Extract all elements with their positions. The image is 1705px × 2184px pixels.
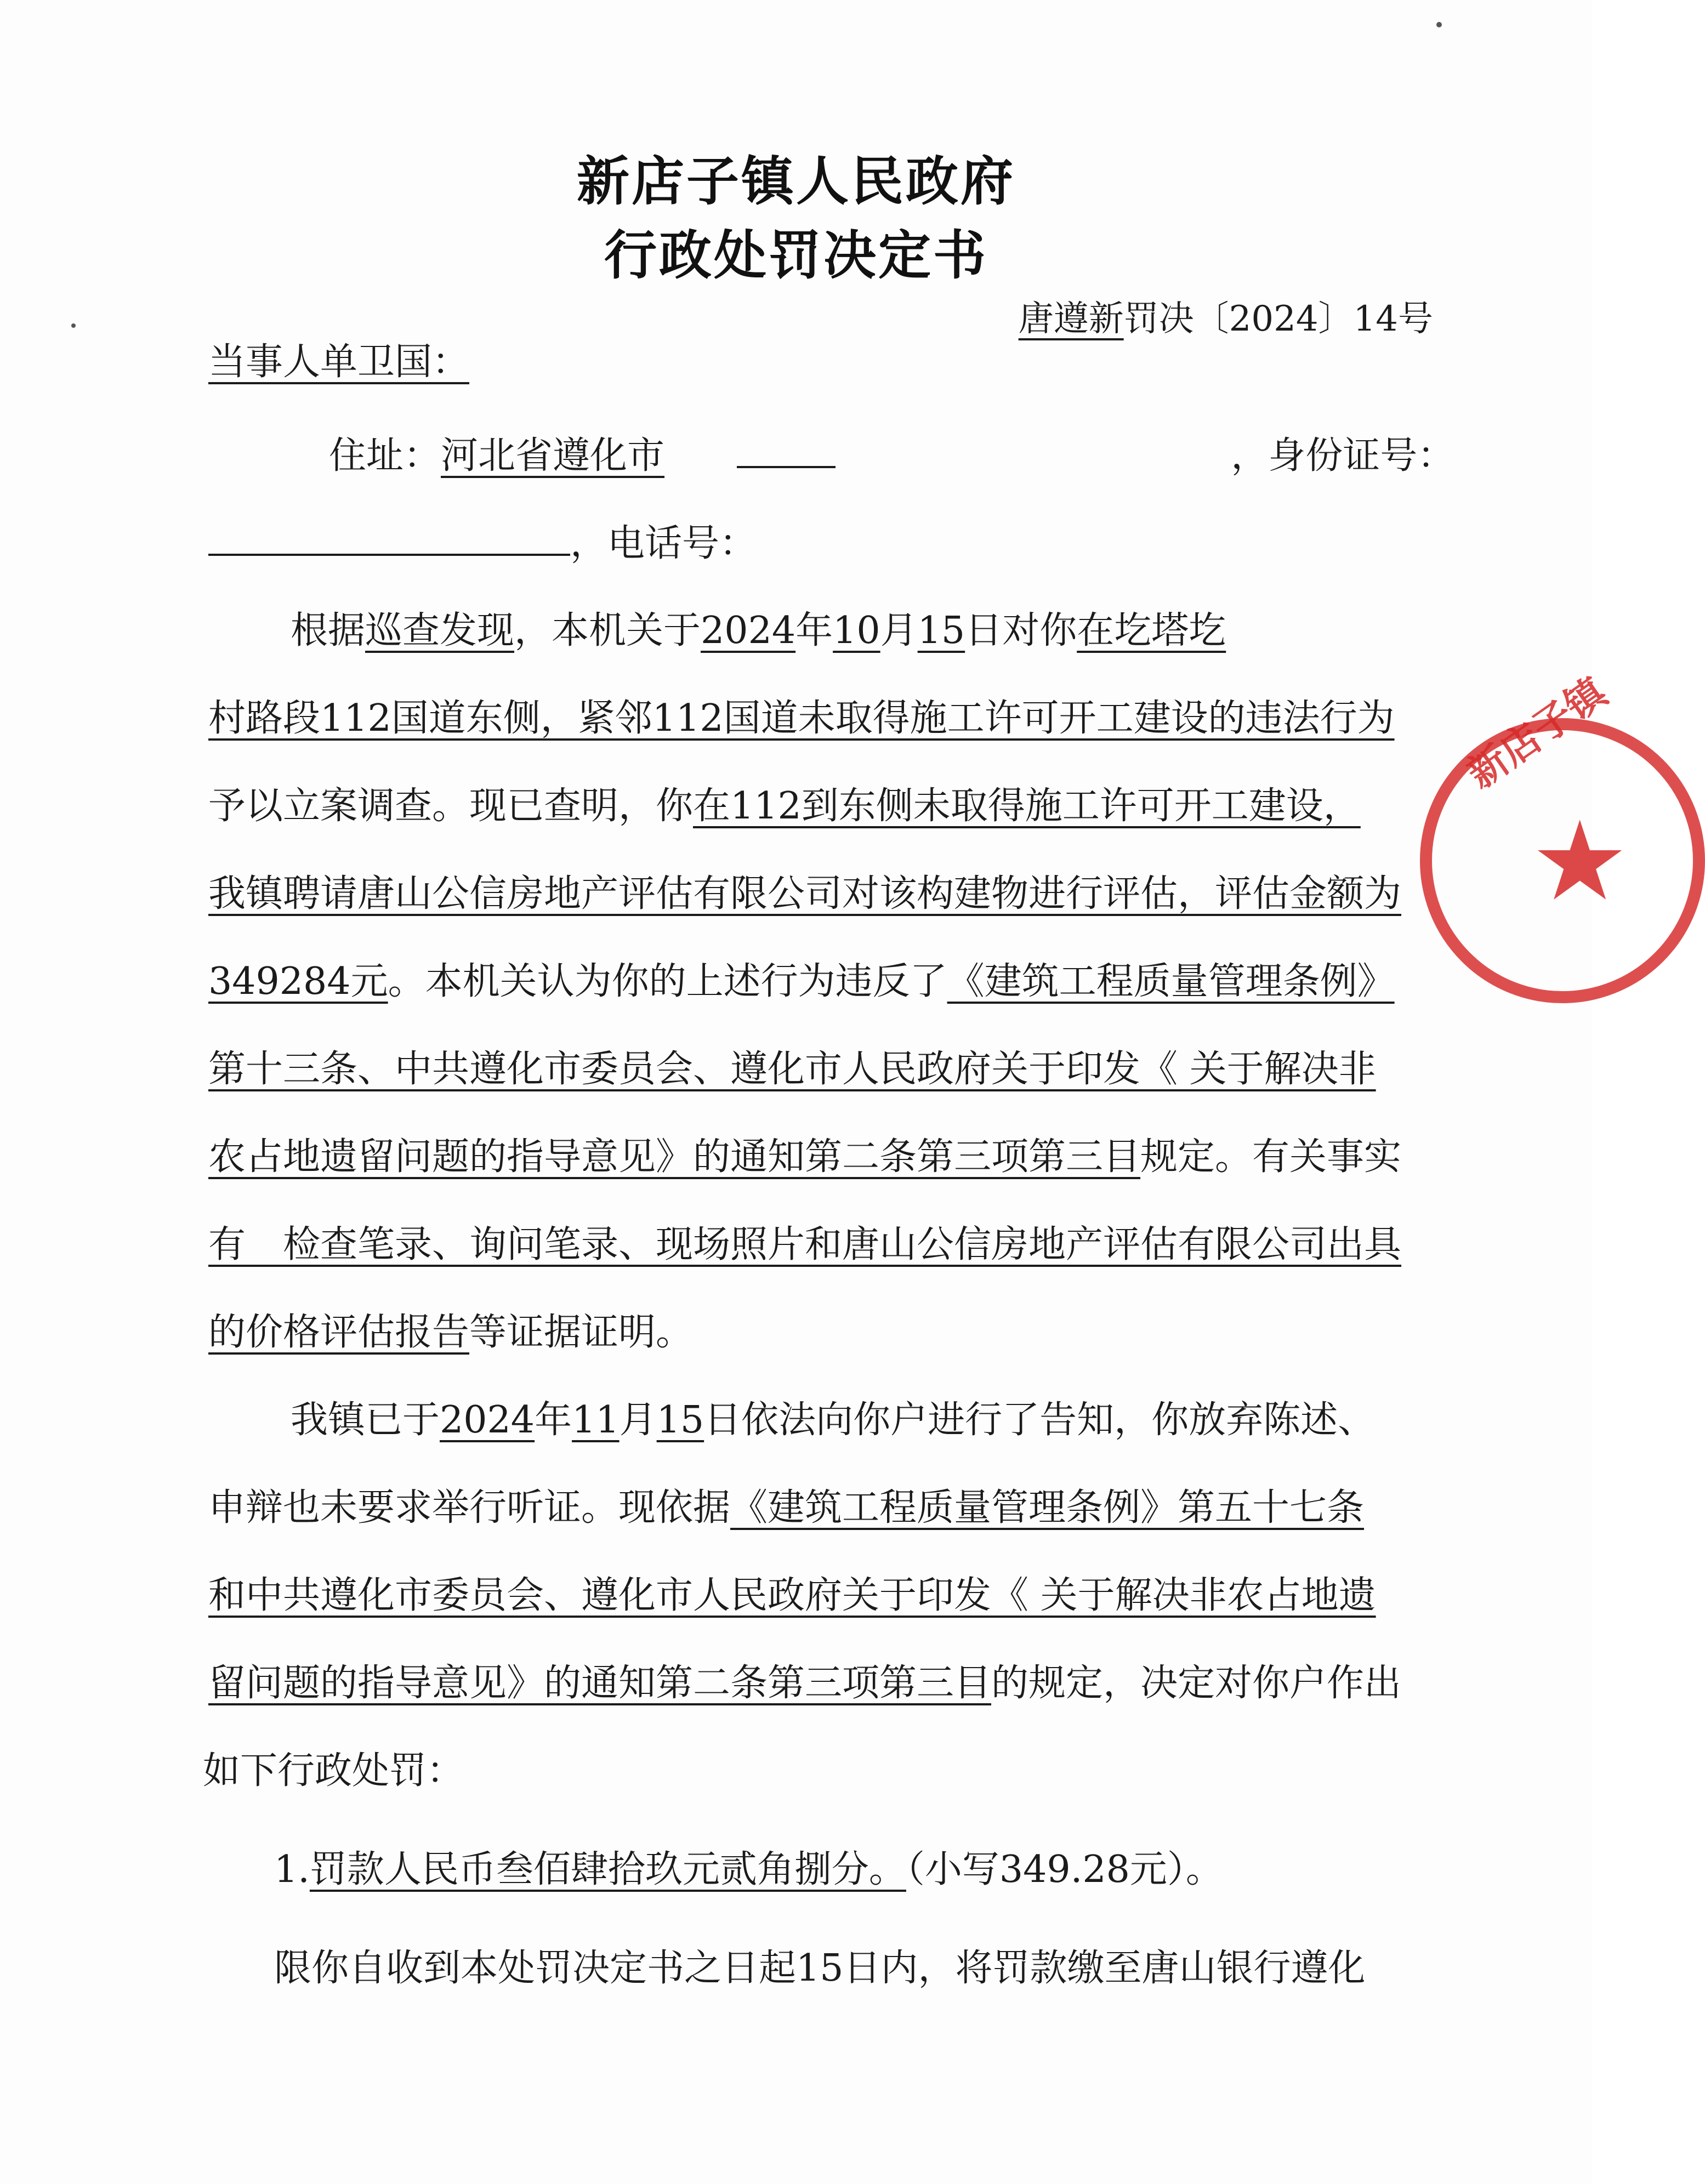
text-segment: 年 xyxy=(795,609,833,652)
scan-speck xyxy=(1436,22,1442,27)
seal-text: 新店子镇 xyxy=(1458,668,1615,797)
text-segment: 予以立案调查。现已查明，你 xyxy=(208,784,694,828)
underlined-segment: 的价格评估报告 xyxy=(208,1311,470,1354)
text-segment: 根据 xyxy=(291,609,366,652)
body-line-8 xyxy=(208,1222,1401,1267)
body-line-14 xyxy=(203,1749,464,1794)
body-line-7 xyxy=(208,1135,1401,1180)
redacted-id-blank xyxy=(208,521,570,556)
title-line-2 xyxy=(0,214,1592,289)
party-line xyxy=(208,340,469,385)
address-value: 河北省遵化市 xyxy=(441,434,665,477)
text-segment: 我镇已于 xyxy=(291,1398,440,1442)
underlined-segment: 在112到东侧未取得施工许可开工建设， xyxy=(693,784,1361,828)
address-line xyxy=(329,433,1454,479)
docnum-org: 唐遵新 xyxy=(1018,299,1124,339)
underlined-segment: 我镇聘请唐山公信房地产评估有限公司对该构建物进行评估，评估金额为 xyxy=(208,872,1402,915)
redacted-address-blank xyxy=(737,433,836,468)
assessed-amount: 349284元 xyxy=(208,960,388,1003)
body-line-13 xyxy=(208,1661,1401,1706)
document-number xyxy=(1019,291,1433,341)
party-name: 当事人单卫国： xyxy=(208,340,470,384)
underlined-segment: 农占地遗留问题的指导意见》的通知第二条第三项第三目 xyxy=(208,1135,1141,1179)
text-segment: 申辩也未要求举行听证。现依据 xyxy=(208,1486,731,1529)
underlined-segment: 《建筑工程质量管理条例》第五十七条 xyxy=(730,1486,1365,1529)
body-line-4 xyxy=(208,872,1401,917)
underlined-segment: 巡查发现 xyxy=(365,609,515,652)
seal-star-icon: ★ xyxy=(1531,798,1629,925)
notice-year: 2024 xyxy=(440,1398,535,1442)
official-seal xyxy=(1420,668,1705,1003)
text-segment: 限你自收到本处罚决定书之日起15日内，将罚款缴至唐山银行遵化 xyxy=(274,1947,1366,1990)
body-line-12 xyxy=(208,1573,1376,1618)
text-segment: 日依法向你户进行了告知，你放弃陈述、 xyxy=(704,1398,1376,1442)
text-segment: 年 xyxy=(535,1398,572,1442)
text-segment: 等证据证明。 xyxy=(469,1311,694,1354)
document-authority-title: 新店子镇人民政府 xyxy=(577,151,1015,212)
penalty-item-1 xyxy=(274,1847,1223,1892)
notice-day: 15 xyxy=(656,1398,704,1442)
text-segment: 月 xyxy=(619,1398,657,1442)
text-segment: ，本机关于 xyxy=(514,609,701,652)
text-segment: 规定。有关事实 xyxy=(1140,1135,1402,1179)
text-segment: 月 xyxy=(880,609,918,652)
document-type-title: 行政处罚决定书 xyxy=(604,225,988,286)
fine-amount-figures: （小写349.28元）。 xyxy=(906,1848,1223,1891)
scan-speck xyxy=(71,323,76,328)
address-label: 住址： xyxy=(329,434,441,477)
underlined-segment: 在圪塔圪 xyxy=(1077,609,1226,652)
id-phone-line xyxy=(208,521,757,566)
case-day: 15 xyxy=(917,609,965,652)
text-segment: 。本机关认为你的上述行为违反了 xyxy=(388,960,947,1003)
case-month: 10 xyxy=(833,609,880,652)
text-segment: 日对你 xyxy=(965,609,1077,652)
body-line-11 xyxy=(208,1486,1364,1531)
body-line-10 xyxy=(291,1398,1375,1443)
body-line-2 xyxy=(208,696,1395,741)
id-label: ，身份证号： xyxy=(1231,434,1455,477)
body-line-3 xyxy=(208,784,1361,829)
fine-amount-words: 罚款人民币叁佰肆拾玖元贰角捌分。 xyxy=(309,1848,906,1891)
phone-label: ，电话号： xyxy=(570,522,757,565)
body-line-1 xyxy=(291,608,1226,653)
underlined-segment: 第十三条、中共遵化市委员会、遵化市人民政府关于印发《 关于解决非 xyxy=(208,1048,1376,1091)
text-segment: 如下行政处罚： xyxy=(203,1749,464,1793)
text-segment: 的规定，决定对你户作出 xyxy=(991,1662,1402,1705)
docnum-suffix: 罚决〔2024〕14号 xyxy=(1123,299,1433,339)
underlined-segment: 和中共遵化市委员会、遵化市人民政府关于印发《 关于解决非农占地遗 xyxy=(208,1574,1376,1617)
body-line-9 xyxy=(208,1310,693,1355)
case-year: 2024 xyxy=(701,609,796,652)
body-line-5 xyxy=(208,959,1395,1004)
body-line-6 xyxy=(208,1047,1376,1092)
title-line-1 xyxy=(0,140,1592,215)
notice-month: 11 xyxy=(572,1398,620,1442)
regulation-name: 《建筑工程质量管理条例》 xyxy=(947,960,1395,1003)
body-line-16 xyxy=(274,1946,1366,1991)
underlined-segment: 村路段112国道东侧，紧邻112国道未取得施工许可开工建设的违法行为 xyxy=(208,697,1395,740)
underlined-segment: 留问题的指导意见》的通知第二条第三项第三目 xyxy=(208,1662,992,1705)
item-number: 1. xyxy=(274,1848,310,1891)
underlined-segment: 有 检查笔录、询问笔录、现场照片和唐山公信房地产评估有限公司出具 xyxy=(208,1223,1402,1266)
